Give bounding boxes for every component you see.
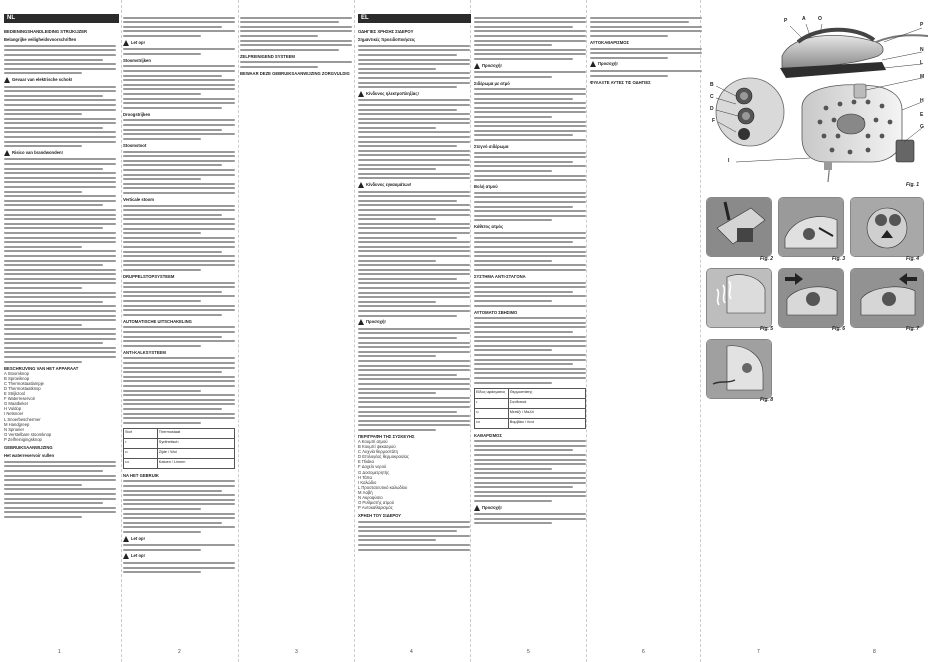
nl-column-2 <box>123 14 235 646</box>
warning-note: Προσοχή! <box>474 505 586 511</box>
fig-2-illustration <box>707 198 771 256</box>
figure-1 <box>706 12 928 190</box>
figure-caption: Fig. 4 <box>906 256 920 262</box>
warning-note: Let op! <box>123 536 235 542</box>
closing-note: BEWAAR DEZE GEBRUIKSAANWIJZING ZORGVULDIG <box>240 71 350 77</box>
warning-icon <box>123 40 129 46</box>
callout-label: B <box>710 82 714 88</box>
fold-line <box>354 0 355 662</box>
table-cell: Synthetisch <box>157 439 234 448</box>
warning-icon <box>358 182 364 188</box>
warning-icon <box>358 319 364 325</box>
page-number: 5 <box>527 649 530 655</box>
figure-caption: Fig. 6 <box>832 326 846 332</box>
list-item: E Πλάκα <box>358 459 374 465</box>
text-block <box>123 544 235 551</box>
section-heading: DRUPPELSTOPSYSTEEM <box>123 273 175 279</box>
table-row <box>124 438 234 448</box>
callout-label: F <box>712 118 716 124</box>
table-cell: • <box>125 439 127 444</box>
warning-icon <box>4 77 10 83</box>
section-heading: ΟΔΗΓΙΕΣ ΧΡΗΣΗΣ ΣΙΔΕΡΟΥ <box>358 29 414 34</box>
warning-icon <box>123 553 129 559</box>
list-item: G Δοσομετρητής <box>358 469 390 475</box>
temperature-table <box>474 388 586 429</box>
warning-icon <box>474 63 480 69</box>
text-block <box>4 86 116 148</box>
text-block <box>123 282 235 316</box>
fig-4-illustration <box>851 198 923 256</box>
warning-note: Προσοχή! <box>474 63 586 69</box>
list-item: B Sproeiknop <box>4 375 30 381</box>
warning-note: Risico van brandwonden! <box>4 150 116 156</box>
section-heading: Droogstrijken <box>123 111 151 117</box>
warning-note: Κίνδυνος εγκαυμάτων! <box>358 182 470 188</box>
text-block <box>474 192 586 222</box>
nl-column-3 <box>240 14 352 94</box>
list-item: C Λυχνία θερμοστάτη <box>358 449 398 455</box>
list-item: H Vuldop <box>4 406 22 412</box>
table-cell: Katoen / Linnen <box>157 459 234 468</box>
callout-label: P <box>920 22 924 28</box>
figure-caption: Fig. 3 <box>832 256 846 262</box>
fig-6-illustration <box>779 269 843 327</box>
text-block <box>474 232 586 271</box>
figure-caption: Fig. 8 <box>760 397 774 403</box>
text-block <box>240 61 352 68</box>
text-block <box>4 158 116 362</box>
text-block <box>123 326 235 346</box>
section-heading: ΑΥΤΟΜΑΤΟ ΣΒΗΣΙΜΟ <box>474 309 518 315</box>
fold-line <box>586 0 587 662</box>
section-heading: ΧΡΗΣΗ ΤΟΥ ΣΙΔΕΡΟΥ <box>358 513 402 519</box>
table-cell: ••• <box>125 459 129 464</box>
table-cell: •• <box>125 449 128 454</box>
section-heading: GEBRUIKSAANWIJZING <box>4 444 53 450</box>
list-item: L Προστατευτικό καλωδίου <box>358 484 408 490</box>
text-block <box>474 317 586 383</box>
table-cell: Μετάξι / Μαλλί <box>508 409 585 418</box>
callout-label: O <box>818 16 822 22</box>
text-block <box>474 17 586 60</box>
section-heading: BEDIENINGSHANDLEIDING STRIJKIJZER <box>4 29 88 34</box>
page-number: 4 <box>410 649 413 655</box>
text-block <box>358 99 470 179</box>
table-row <box>124 448 234 458</box>
text-block <box>358 45 470 88</box>
list-item: B Κουμπί ψεκασμού <box>358 444 396 450</box>
fig-8-illustration <box>707 340 771 398</box>
callout-label: D <box>710 106 714 112</box>
text-block <box>474 440 586 502</box>
text-block <box>123 151 235 194</box>
list-item: O Verstelbare stoomknop <box>4 431 52 437</box>
text-block <box>240 17 352 51</box>
warning-icon <box>4 150 10 156</box>
table-header: Θερμοστάτης <box>508 389 585 398</box>
nl-column-1 <box>4 26 116 646</box>
figure-caption: Fig. 2 <box>760 256 774 262</box>
section-heading: NA HET GEBRUIK <box>123 472 159 478</box>
el-column-3 <box>590 14 702 94</box>
warning-note: Κίνδυνος ηλεκτροπληξίας! <box>358 91 470 97</box>
text-block <box>358 191 470 317</box>
list-item: C Thermostaatlampje <box>4 380 44 386</box>
callout-label: M <box>920 74 925 80</box>
table-row <box>124 429 234 438</box>
table-row <box>475 398 585 408</box>
text-block <box>123 357 235 423</box>
page-number: 6 <box>642 649 645 655</box>
list-item: F Waterreservoir <box>4 396 36 402</box>
warning-note: Let op! <box>123 553 235 559</box>
warning-note: Gevaar van elektrische schok! <box>4 77 116 83</box>
table-cell: • <box>476 399 478 404</box>
list-item: D Thermostaatknop <box>4 385 41 391</box>
text-block <box>123 562 235 573</box>
text-block <box>590 70 702 77</box>
fold-line <box>121 0 122 662</box>
warning-icon <box>358 91 364 97</box>
section-heading: ΠΕΡΙΓΡΑΦΗ ΤΗΣ ΣΥΣΚΕΥΗΣ <box>358 433 415 439</box>
fold-line <box>470 0 471 662</box>
list-item: O Ρυθμιστής ατμού <box>358 500 395 506</box>
text-block <box>474 152 586 182</box>
table-cell: ••• <box>476 419 480 424</box>
iron-diagram <box>706 12 928 190</box>
page-number: 1 <box>58 649 61 655</box>
figure-8 <box>706 339 772 399</box>
table-cell: Zijde / Wol <box>157 449 234 458</box>
text-block <box>358 521 470 551</box>
fig-3-illustration <box>779 198 843 256</box>
list-item: G Maatbeker <box>4 401 29 407</box>
figure-7 <box>850 268 924 328</box>
warning-icon <box>590 61 596 67</box>
table-row <box>475 418 585 428</box>
el-column-1 <box>358 26 470 646</box>
text-block <box>4 45 116 75</box>
table-header: Thermostaat <box>157 429 234 438</box>
callout-label: A <box>802 16 806 22</box>
callout-label: N <box>920 47 924 53</box>
section-heading: AUTOMATISCHE UITSCHAKELING <box>123 318 192 324</box>
list-item: I Netsnoer <box>4 411 24 417</box>
figure-4 <box>850 197 924 257</box>
callout-label: I <box>728 158 730 164</box>
closing-note: ΦΥΛΑΞΤΕ ΑΥΤΕΣ ΤΙΣ ΟΔΗΓΙΕΣ <box>590 79 651 85</box>
section-heading: Κάθετος ατμός <box>474 224 504 230</box>
table-row <box>124 458 234 468</box>
callout-label: C <box>710 94 714 100</box>
language-code: EL <box>361 15 369 21</box>
text-block <box>474 88 586 141</box>
text-block <box>123 65 235 108</box>
list-item: P Αυτοκαθαρισμός <box>358 505 393 511</box>
page-number: 3 <box>295 649 298 655</box>
section-heading: ZELFREINIGEND SYSTEEM <box>240 53 295 59</box>
text-block <box>123 17 235 37</box>
section-heading: Βολή ατμού <box>474 184 498 190</box>
parts-list <box>358 439 470 510</box>
text-block <box>123 205 235 271</box>
section-header-el <box>358 14 471 23</box>
page-number: 2 <box>178 649 181 655</box>
section-heading: Σημαντικές προειδοποιήσεις <box>358 37 416 43</box>
callout-label: E <box>920 112 924 118</box>
text-block <box>123 119 235 139</box>
table-cell: Βαμβάκι / Λινό <box>508 419 585 428</box>
list-item: P Zelfreinigingsknop <box>4 436 42 442</box>
section-heading: Het waterreservoir vullen <box>4 453 55 459</box>
list-item: E Strijkzool <box>4 391 25 397</box>
section-header-nl <box>4 14 119 23</box>
section-heading: ΑΥΤΟΚΑΘΑΡΙΣΜΟΣ <box>590 39 630 45</box>
text-block <box>358 328 470 431</box>
section-heading: Σιδέρωμα με ατμό <box>474 80 510 86</box>
table-header: Είδος υφάσματος <box>476 389 506 394</box>
fold-line <box>238 0 239 662</box>
text-block <box>123 480 235 533</box>
callout-label: P <box>784 18 788 24</box>
list-item: M Handgreep <box>4 421 30 427</box>
figure-caption: Fig. 5 <box>760 326 774 332</box>
section-heading: ΣΥΣΤΗΜΑ ΑΝΤΙ-ΣΤΑΓΟΝΑ <box>474 273 526 279</box>
warning-note: Προσοχή! <box>590 61 702 67</box>
table-row <box>475 408 585 418</box>
figure-2 <box>706 197 772 257</box>
page-number: 8 <box>873 649 876 655</box>
el-column-2 <box>474 14 586 646</box>
list-item: D Επιλογέας θερμοκρασίας <box>358 454 409 460</box>
list-item: I Καλώδιο <box>358 479 377 485</box>
fig-5-illustration <box>707 269 771 327</box>
parts-list <box>4 371 116 442</box>
table-header: Stof <box>125 429 132 434</box>
figure-3 <box>778 197 844 257</box>
page-number: 7 <box>757 649 760 655</box>
fig-7-illustration <box>851 269 923 327</box>
list-item: M Λαβή <box>358 489 373 495</box>
section-heading: BESCHRIJVING VAN HET APPARAAT <box>4 365 79 371</box>
warning-icon <box>123 536 129 542</box>
section-heading: ΚΑΘΑΡΙΣΜΟΣ <box>474 432 502 438</box>
list-item: F Δοχείο νερού <box>358 464 387 470</box>
figure-caption: Fig. 7 <box>906 326 920 332</box>
list-item: A Κουμπί ατμού <box>358 438 388 444</box>
section-heading: Verticale stoom <box>123 196 154 202</box>
list-item: H Τάπα <box>358 474 372 480</box>
text-block <box>590 48 702 59</box>
temperature-table <box>123 428 235 469</box>
language-code: NL <box>7 15 15 21</box>
fold-line <box>700 0 701 662</box>
list-item: N Ακροφύσιο <box>358 495 383 500</box>
text-block <box>474 71 586 78</box>
text-block <box>4 461 116 518</box>
list-item: N Sproeier <box>4 426 25 432</box>
warning-icon <box>474 505 480 511</box>
callout-label: L <box>920 60 924 66</box>
warning-note: Let op! <box>123 40 235 46</box>
text-block <box>474 282 586 307</box>
section-heading: Stoomstoot <box>123 142 147 148</box>
callout-label: G <box>920 124 924 130</box>
figure-6 <box>778 268 844 328</box>
text-block <box>590 17 702 37</box>
figure-5 <box>706 268 772 328</box>
callout-label: H <box>920 98 924 104</box>
table-row <box>475 389 585 398</box>
table-cell: Συνθετικά <box>508 399 585 408</box>
section-heading: Στεγνό σιδέρωμα <box>474 143 509 149</box>
list-item: L Snoerbeschermer <box>4 416 41 422</box>
text-block <box>474 513 586 524</box>
figure-caption: Fig. 1 <box>906 182 920 188</box>
table-cell: •• <box>476 409 479 414</box>
list-item: A Stoomknop <box>4 370 29 376</box>
text-block <box>123 48 235 55</box>
section-heading: Stoomstrijken <box>123 57 151 63</box>
section-heading: ANTI-KALKSYSTEEM <box>123 349 166 355</box>
warning-note: Προσοχή! <box>358 319 470 325</box>
section-heading: Belangrijke veiligheidsvoorschriften <box>4 37 77 43</box>
